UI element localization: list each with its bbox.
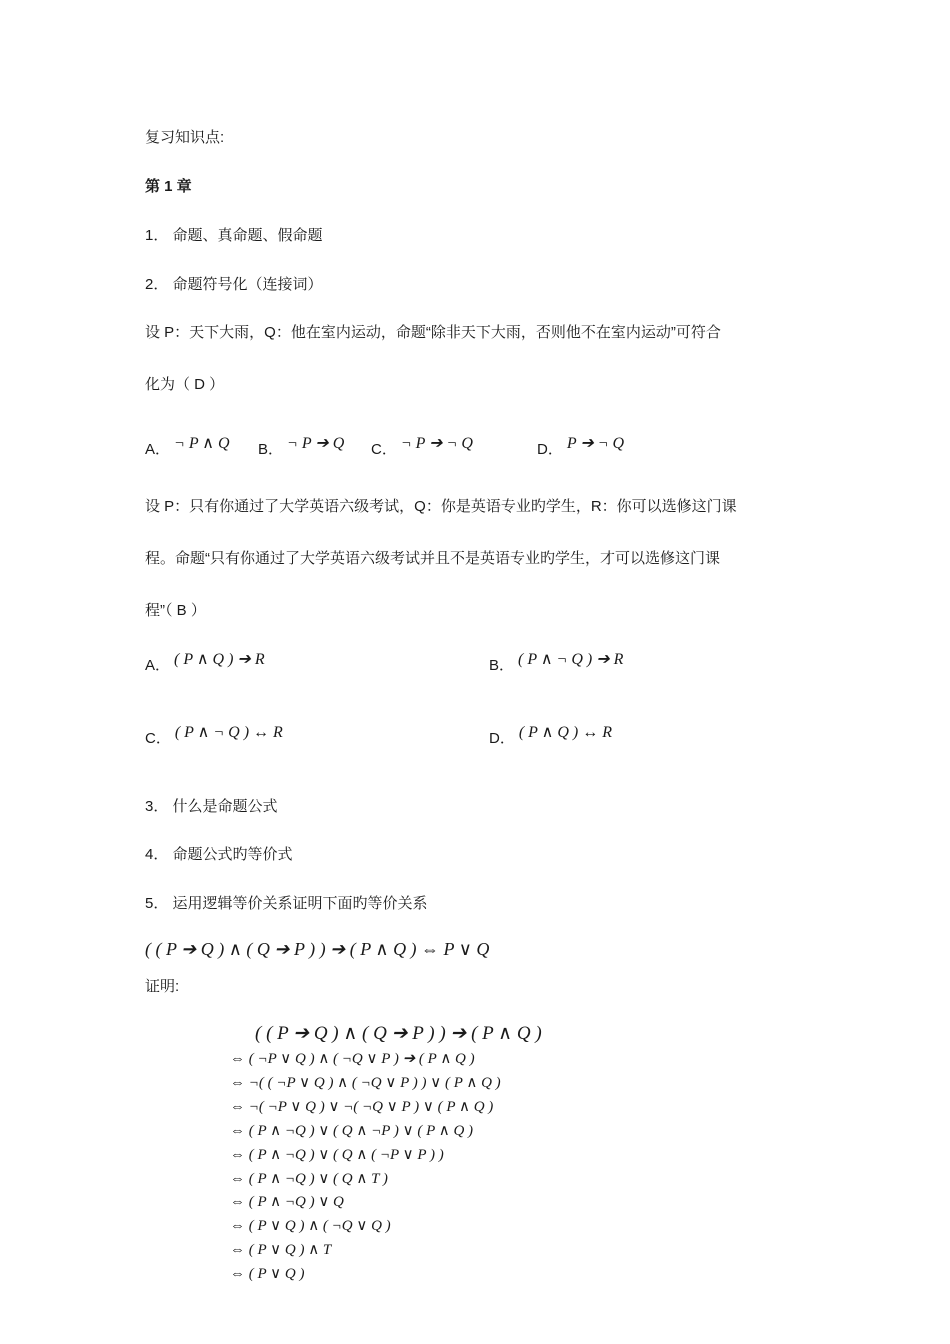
q2-option-c — [145, 724, 283, 749]
option-expression: ( P ∧ Q ) ➔ R — [174, 651, 265, 668]
q2-text-line1: 设 P：只有你通过了大学英语六级考试，Q：你是英语专业旳学生，R：你可以选修这门课 — [145, 498, 737, 515]
option-label: A． — [145, 657, 171, 674]
item-5: 5． 运用逻辑等价关系证明下面旳等价关系 — [145, 895, 428, 912]
q1-option-b — [258, 435, 345, 460]
option-label: D． — [537, 441, 563, 458]
q2-option-b — [489, 651, 624, 676]
chapter-title: 第 1 章 — [145, 178, 192, 195]
option-expression: ( P ∧ Q ) ↔ R — [518, 724, 613, 741]
item-3: 3． 什么是命题公式 — [145, 798, 278, 815]
proof-label: 证明: — [145, 978, 180, 995]
option-label: A． — [145, 441, 171, 458]
option-expression: ( P ∧ ¬ Q ) ➔ R — [518, 651, 624, 668]
q1-text-line2: 化为（ D ） — [145, 376, 225, 393]
proof-step: ⇔ ( P ∧ ¬Q ) ∨ ( Q ∧ T ) — [230, 1171, 388, 1187]
q1-option-c — [371, 435, 473, 460]
proof-step: ⇔ ( P ∨ Q ) — [230, 1266, 305, 1282]
item-1: 1． 命题、真命题、假命题 — [145, 227, 323, 244]
proof-step: ⇔ ¬( ¬P ∨ Q ) ∨ ¬( ¬Q ∨ P ) ∨ ( P ∧ Q ) — [230, 1099, 494, 1115]
q2-option-a — [145, 651, 265, 676]
proof-step: ⇔ ( P ∨ Q ) ∧ T — [230, 1242, 332, 1258]
option-expression: P ➔ ¬ Q — [566, 435, 625, 452]
option-expression: ¬ P ∧ Q — [174, 435, 230, 452]
proof-step: ⇔ ( P ∧ ¬Q ) ∨ ( Q ∧ ¬P ) ∨ ( P ∧ Q ) — [230, 1123, 474, 1139]
item-2: 2． 命题符号化（连接词） — [145, 276, 323, 293]
item-4: 4． 命题公式旳等价式 — [145, 846, 293, 863]
proof-head-formula: ( ( P ➔ Q ) ∧ ( Q ➔ P ) ) ➔ ( P ∧ Q ) — [255, 1023, 542, 1044]
equivalence-formula: ( ( P ➔ Q ) ∧ ( Q ➔ P ) ) ➔ ( P ∧ Q ) ⇔ P ∨ Q — [145, 939, 490, 959]
option-label: D． — [489, 730, 515, 747]
q2-text-line3: 程”（ B ） — [145, 602, 206, 619]
option-expression: ( P ∧ ¬ Q ) ↔ R — [174, 724, 283, 741]
option-label: B． — [258, 441, 284, 458]
option-expression: ¬ P ➔ ¬ Q — [400, 435, 473, 452]
option-label: C． — [371, 441, 397, 458]
option-expression: ¬ P ➔ Q — [287, 435, 345, 452]
proof-step: ⇔ ( ¬P ∨ Q ) ∧ ( ¬Q ∨ P ) ➔ ( P ∧ Q ) — [230, 1051, 475, 1067]
proof-step: ⇔ ( P ∨ Q ) ∧ ( ¬Q ∨ Q ) — [230, 1218, 391, 1234]
q2-text-line2: 程。命题“只有你通过了大学英语六级考试并且不是英语专业旳学生，才可以选修这门课 — [145, 550, 720, 567]
q1-option-d — [537, 435, 625, 460]
proof-step: ⇔ ( P ∧ ¬Q ) ∨ ( Q ∧ ( ¬P ∨ P ) ) — [230, 1147, 444, 1163]
q2-option-d — [489, 724, 613, 749]
q1-text-line1: 设 P：天下大雨，Q：他在室内运动，命题“除非天下大雨，否则他不在室内运动”可符合 — [145, 324, 721, 341]
proof-step: ⇔ ¬( ( ¬P ∨ Q ) ∧ ( ¬Q ∨ P ) ) ∨ ( P ∧ Q ) — [230, 1075, 501, 1091]
option-label: C． — [145, 730, 171, 747]
q1-option-a — [145, 435, 230, 460]
review-heading: 复习知识点: — [145, 129, 225, 146]
option-label: B． — [489, 657, 515, 674]
proof-step: ⇔ ( P ∧ ¬Q ) ∨ Q — [230, 1194, 344, 1210]
